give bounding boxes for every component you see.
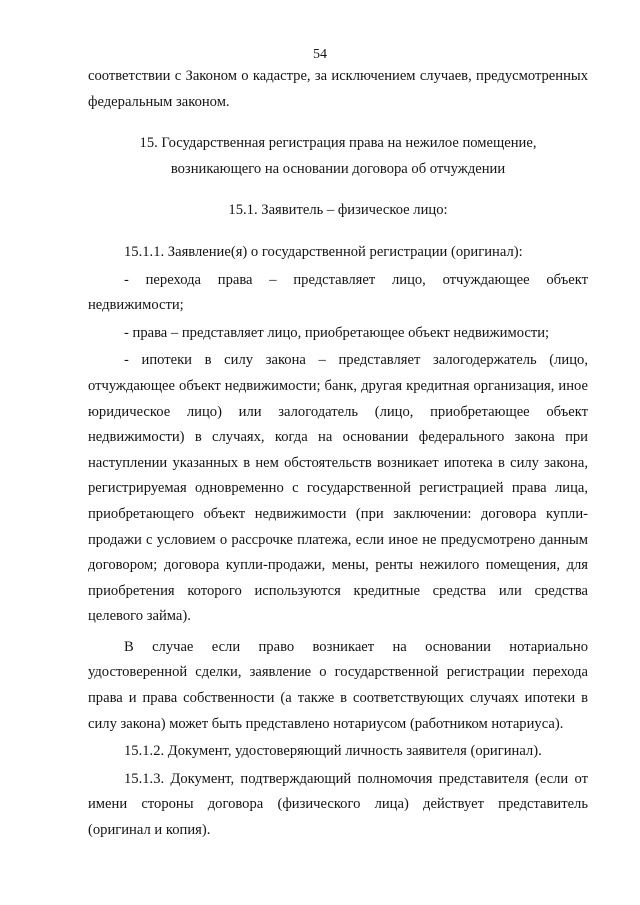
paragraph-identity-document: 15.1.2. Документ, удостоверяющий личность заявителя (оригинал).: [124, 743, 542, 760]
section-heading: [88, 131, 588, 182]
paragraph-transfer-right: - перехода права – представляет лицо, отчуждающее объект недвижимости;: [88, 271, 588, 314]
paragraph-application: 15.1.1. Заявление(я) о государственной регистрации (оригинал):: [124, 243, 523, 260]
subsection-heading: 15.1. Заявитель – физическое лицо:: [228, 202, 448, 219]
paragraph-representative-authority: 15.1.3. Документ, подтверждающий полномочия представителя (если от имени стороны договора (физического лица) действует представитель (оригинал и копия).: [88, 770, 588, 839]
paragraph-notary: В случае если право возникает на основании нотариально удостоверенной сделки, заявление о государственной регистрации перехода права и права собственности (а также в соответствующих случаях ипотеки в силу закона) может быть представлено нотариусом (работником нотариуса).: [88, 638, 588, 732]
document-body: [88, 64, 588, 844]
paragraph-right: - права – представляет лицо, приобретающее объект недвижимости;: [124, 324, 550, 341]
paragraph-mortgage: - ипотеки в силу закона – представляет залогодержатель (лицо, отчуждающее объект недвижимости; банк, другая кредитная организация, иное юридическое лицо) или залогодатель (лицо, приобретающее объект недвижимости) в случаях, когда на основании федерального закона при наступлении указанных в нем обстоятельств возникает ипотека в силу закона, регистрируемая одновременно с государственной регистрацией права лица, приобретающего объект недвижимости (при заключении: договора купли-продажи с условием о рассрочке платежа, если иное не предусмотрено данным договором; договора купли-продажи, мены, ренты нежилого помещения, для приобретения которого используются кредитные средства или средства целевого займа).: [88, 352, 588, 625]
page-number: 54: [313, 47, 327, 62]
section-heading-line-1: 15. Государственная регистрация права на нежилое помещение,: [139, 135, 537, 152]
section-heading-line-2: возникающего на основании договора об отчуждении: [170, 160, 506, 177]
paragraph-continuation: соответствии с Законом о кадастре, за исключением случаев, предусмотренных федеральным законом.: [88, 68, 588, 110]
